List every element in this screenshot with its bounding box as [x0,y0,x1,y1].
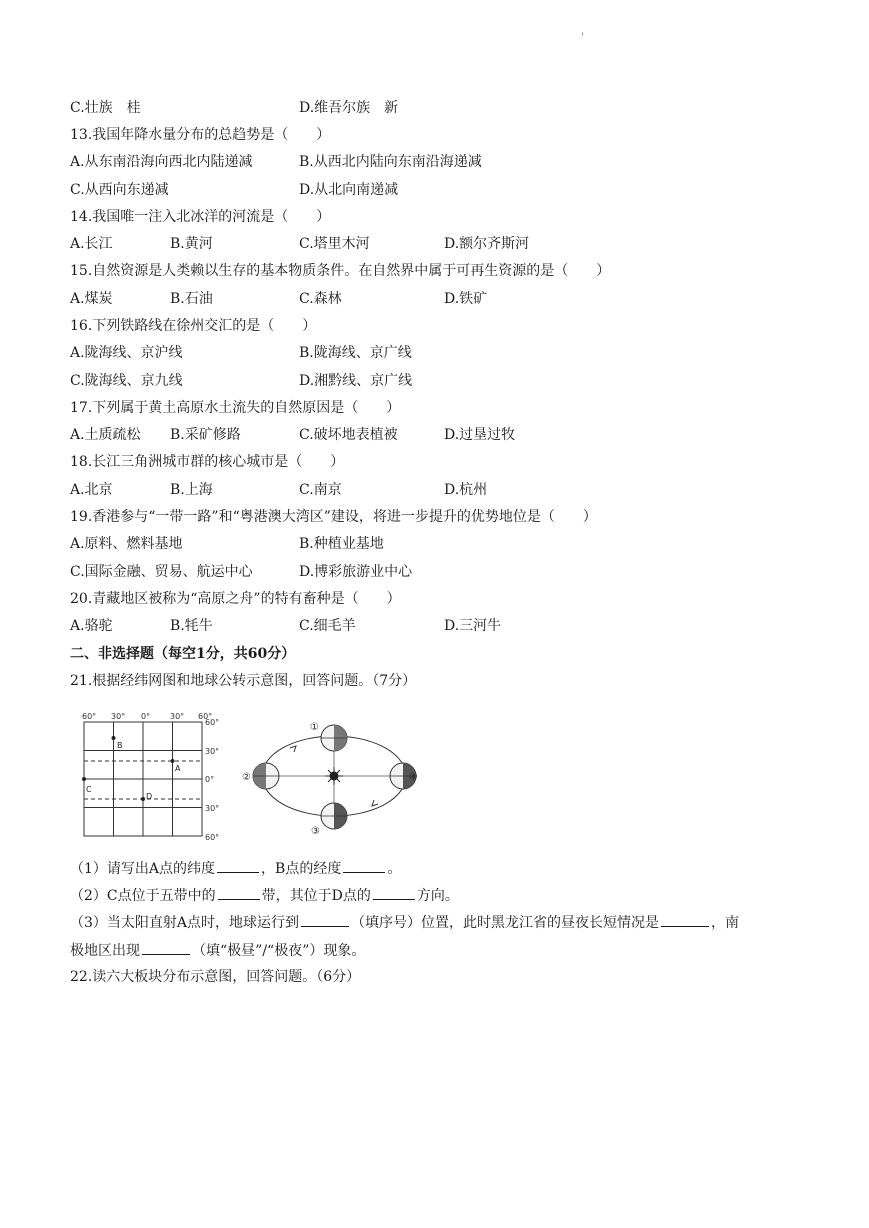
q21-blank-c-direction[interactable] [373,885,415,900]
grid-top-label-3: 0° [141,712,151,721]
q12-option-c: C.壮族 桂 [70,100,141,116]
q21-blank-polar[interactable] [142,940,190,955]
q21-p2-text-2: 带，其位于D点的 [261,888,371,904]
q18-option-a: A.北京 [70,482,113,498]
q14-option-b: B.黄河 [170,236,213,252]
grid-right-label-3: 0° [205,775,215,784]
section-2-heading: 二、非选择题（每空1分，共60分） [70,646,296,662]
grid-top-label-5: 60° [198,712,213,721]
q20-stem: 20.青藏地区被称为“高原之舟”的特有畜种是（ ） [70,591,401,607]
grid-right-label-2: 30° [205,747,220,756]
point-c-label: C [86,785,92,794]
q17-stem: 17.下列属于黄土高原水土流失的自然原因是（ ） [70,400,401,416]
q14-stem: 14.我国唯一注入北冰洋的河流是（ ） [70,209,331,225]
point-a-marker [171,759,175,763]
q15-option-d: D.铁矿 [444,291,488,307]
q21-part-3-cont [70,940,365,961]
q20-option-d: D.三河牛 [444,618,502,634]
q21-p3b-text-2: （填“极昼”/“极夜”）现象。 [192,943,366,959]
q19-option-d: D.博彩旅游业中心 [299,564,413,580]
q20-option-b: B.牦牛 [170,618,213,634]
grid-right-label-5: 60° [205,833,220,842]
q21-p2-text-1: （2）C点位于五带中的 [70,888,216,904]
q22-stem: 22.读六大板块分布示意图，回答问题。（6分） [70,969,361,985]
q18-stem: 18.长江三角洲城市群的核心城市是（ ） [70,454,345,470]
grid-top-label-2: 30° [111,712,126,721]
orbit-arrow-icon [372,800,378,806]
q16-option-a: A.陇海线、京沪线 [70,345,183,361]
q14-option-a: A.长江 [70,236,113,252]
q21-p3-text-2: （填序号）位置，此时黑龙江省的昼夜长短情况是 [351,915,660,931]
point-b-marker [112,736,116,740]
point-d-label: D [146,792,153,801]
q16-stem: 16.下列铁路线在徐州交汇的是（ ） [70,318,317,334]
q21-blank-position[interactable] [301,912,349,927]
q16-option-d: D.湘黔线、京广线 [299,373,413,389]
q19-stem: 19.香港参与“一带一路”和“粤港澳大湾区”建设，将进一步提升的优势地位是（ ） [70,509,597,525]
q15-stem: 15.自然资源是人类赖以生存的基本物质条件。在自然界中属于可再生资源的是（ ） [70,263,611,279]
q21-blank-a-latitude[interactable] [217,858,259,873]
q21-blank-c-zone[interactable] [218,885,260,900]
q19-option-a: A.原料、燃料基地 [70,536,183,552]
q21-p3b-text-1: 极地区出现 [70,943,140,959]
q18-option-d: D.杭州 [444,482,488,498]
point-a-label: A [175,764,181,773]
q17-option-b: B.采矿修路 [170,427,241,443]
q21-stem: 21.根据经纬网图和地球公转示意图，回答问题。（7分） [70,673,417,689]
q21-p1-text-2: ，B点的经度 [261,861,342,877]
grid-right-label-4: 30° [205,804,220,813]
point-b-label: B [117,741,123,750]
orbit-position-label-2: ② [242,772,251,783]
q15-option-c: C.森林 [299,291,342,307]
q18-option-b: B.上海 [170,482,213,498]
q21-figures-svg [78,708,418,848]
grid-right-label-1: 60° [205,718,220,727]
grid-top-label-1: 60° [82,712,97,721]
q15-option-a: A.煤炭 [70,291,113,307]
q17-option-a: A.土质疏松 [70,427,141,443]
q21-p3-text-1: （3）当太阳直射A点时，地球运行到 [70,915,300,931]
q21-blank-day-night[interactable] [661,912,709,927]
q13-option-b: B.从西北内陆向东南沿海递减 [299,154,482,170]
orbit-position-label-4: ④ [409,772,418,783]
q12-option-d: D.维吾尔族 新 [299,100,399,116]
q16-option-b: B.陇海线、京广线 [299,345,412,361]
q21-p1-text-3: 。 [387,861,402,877]
sun-rays-icon [325,767,343,785]
q13-option-d: D.从北向南递减 [299,182,399,198]
q21-p2-text-3: 方向。 [416,888,459,904]
q13-option-c: C.从西向东递减 [70,182,169,198]
q17-option-c: C.破坏地表植被 [299,427,398,443]
page-mark: ' [581,32,584,43]
q14-option-c: C.塔里木河 [299,236,370,252]
q20-option-a: A.骆驼 [70,618,113,634]
q21-part-1 [70,858,401,879]
q18-option-c: C.南京 [299,482,342,498]
q17-option-d: D.过垦过牧 [444,427,516,443]
point-c-marker [82,777,86,781]
q14-option-d: D.额尔齐斯河 [444,236,530,252]
orbit-position-label-3: ③ [311,826,320,837]
q21-figures [78,708,418,848]
grid-top-label-4: 30° [170,712,185,721]
q21-p1-text-1: （1）请写出A点的纬度 [70,861,216,877]
q19-option-c: C.国际金融、贸易、航运中心 [70,564,253,580]
point-d-marker [141,797,145,801]
q13-option-a: A.从东南沿海向西北内陆递减 [70,154,253,170]
q16-option-c: C.陇海线、京九线 [70,373,183,389]
q21-blank-b-longitude[interactable] [343,858,385,873]
q21-part-3 [70,912,739,933]
q20-option-c: C.细毛羊 [299,618,356,634]
lat-lon-grid [84,722,202,836]
orbit-position-label-1: ① [310,722,319,733]
orbit-arrow-icon [290,746,296,752]
q21-part-2 [70,885,459,906]
q13-stem: 13.我国年降水量分布的总趋势是（ ） [70,127,331,143]
revolution-diagram [242,722,418,837]
q19-option-b: B.种植业基地 [299,536,384,552]
q21-p3-text-3: ，南 [711,915,740,931]
q15-option-b: B.石油 [170,291,213,307]
